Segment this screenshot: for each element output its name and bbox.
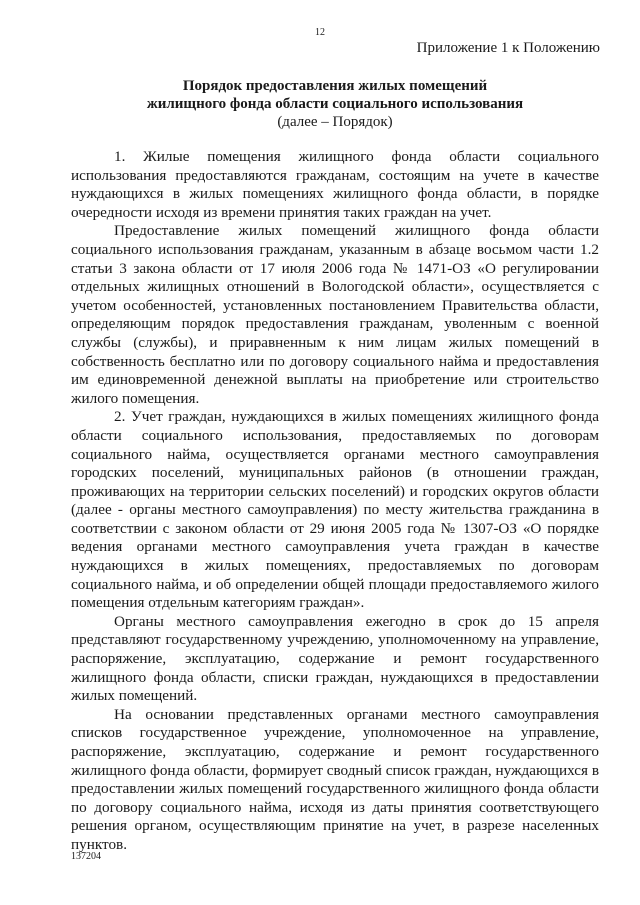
paragraph-3: 2. Учет граждан, нуждающихся в жилых помещениях жилищного фонда области социального использования, предоставляемых по договорам социального найма, осуществляется органами местного самоуправления городских поселений, муниципальных районов (в отношении граждан, проживающих на территории сельских поселений) и городских округов области (далее - органы местного самоуправления) по месту жительства гражданина в соответствии с законом области от 29 июня 2005 года № 1307-ОЗ «О порядке ведения органами местного самоуправления учета граждан в качестве нуждающихся в жилых помещениях, предоставляемых по договорам социального найма, и об определении общей площади предоставляемого жилого помещения отдельным категориям граждан».: [71, 408, 599, 612]
paragraph-2: Предоставление жилых помещений жилищного фонда области социального использования гражданам, указанным в абзаце восьмом части 1.2 статьи 3 закона области от 17 июля 2006 года № 1471-ОЗ «О регулировании отдельных жилищных отношений в Вологодской области», осуществляется с учетом особенностей, установленных постановлением Правительства области, определяющим порядок предоставления гражданам, уволенным с военной службы (службы), и приравненным к ним лицам жилых помещений в собственность бесплатно или по договору социального найма и предоставления им единовременной денежной выплаты на приобретение или строительство жилого помещения.: [71, 222, 599, 407]
paragraph-5: На основании представленных органами местного самоуправления списков государственное учреждение, уполномоченное на управление, распоряжение, эксплуатацию, содержание и ремонт государственного жилищного фонда области, формирует сводный список граждан, нуждающихся в предоставлении жилых помещений государственного жилищного фонда области по договору социального найма, исходя из даты принятия соответствующего решения органом, осуществляющим принятие на учет, в разрезе населенных пунктов.: [71, 705, 599, 853]
title-line-3: (далее – Порядок): [277, 114, 393, 130]
appendix-label: Приложение 1 к Положению: [416, 40, 600, 56]
paragraph-4: Органы местного самоуправления ежегодно в срок до 15 апреля представляют государственному учреждению, уполномоченному на управление, распоряжение, эксплуатацию, содержание и ремонт государственного жилищного фонда области, списки граждан, нуждающихся в предоставлении жилых помещений.: [71, 612, 599, 705]
title-line-2: жилищного фонда области социального использования: [146, 96, 524, 112]
paragraph-1: 1. Жилые помещения жилищного фонда области социального использования предоставляются гражданам, состоящим на учете в качестве нуждающихся в жилых помещениях жилищного фонда области, в порядке очередности исходя из времени принятия таких граждан на учет.: [71, 148, 599, 221]
title-line-1: Порядок предоставления жилых помещений: [182, 78, 488, 94]
document-id: 137204: [71, 851, 101, 862]
page-number: 12: [315, 27, 325, 38]
document-title: [70, 77, 600, 131]
document-body: [71, 148, 599, 855]
